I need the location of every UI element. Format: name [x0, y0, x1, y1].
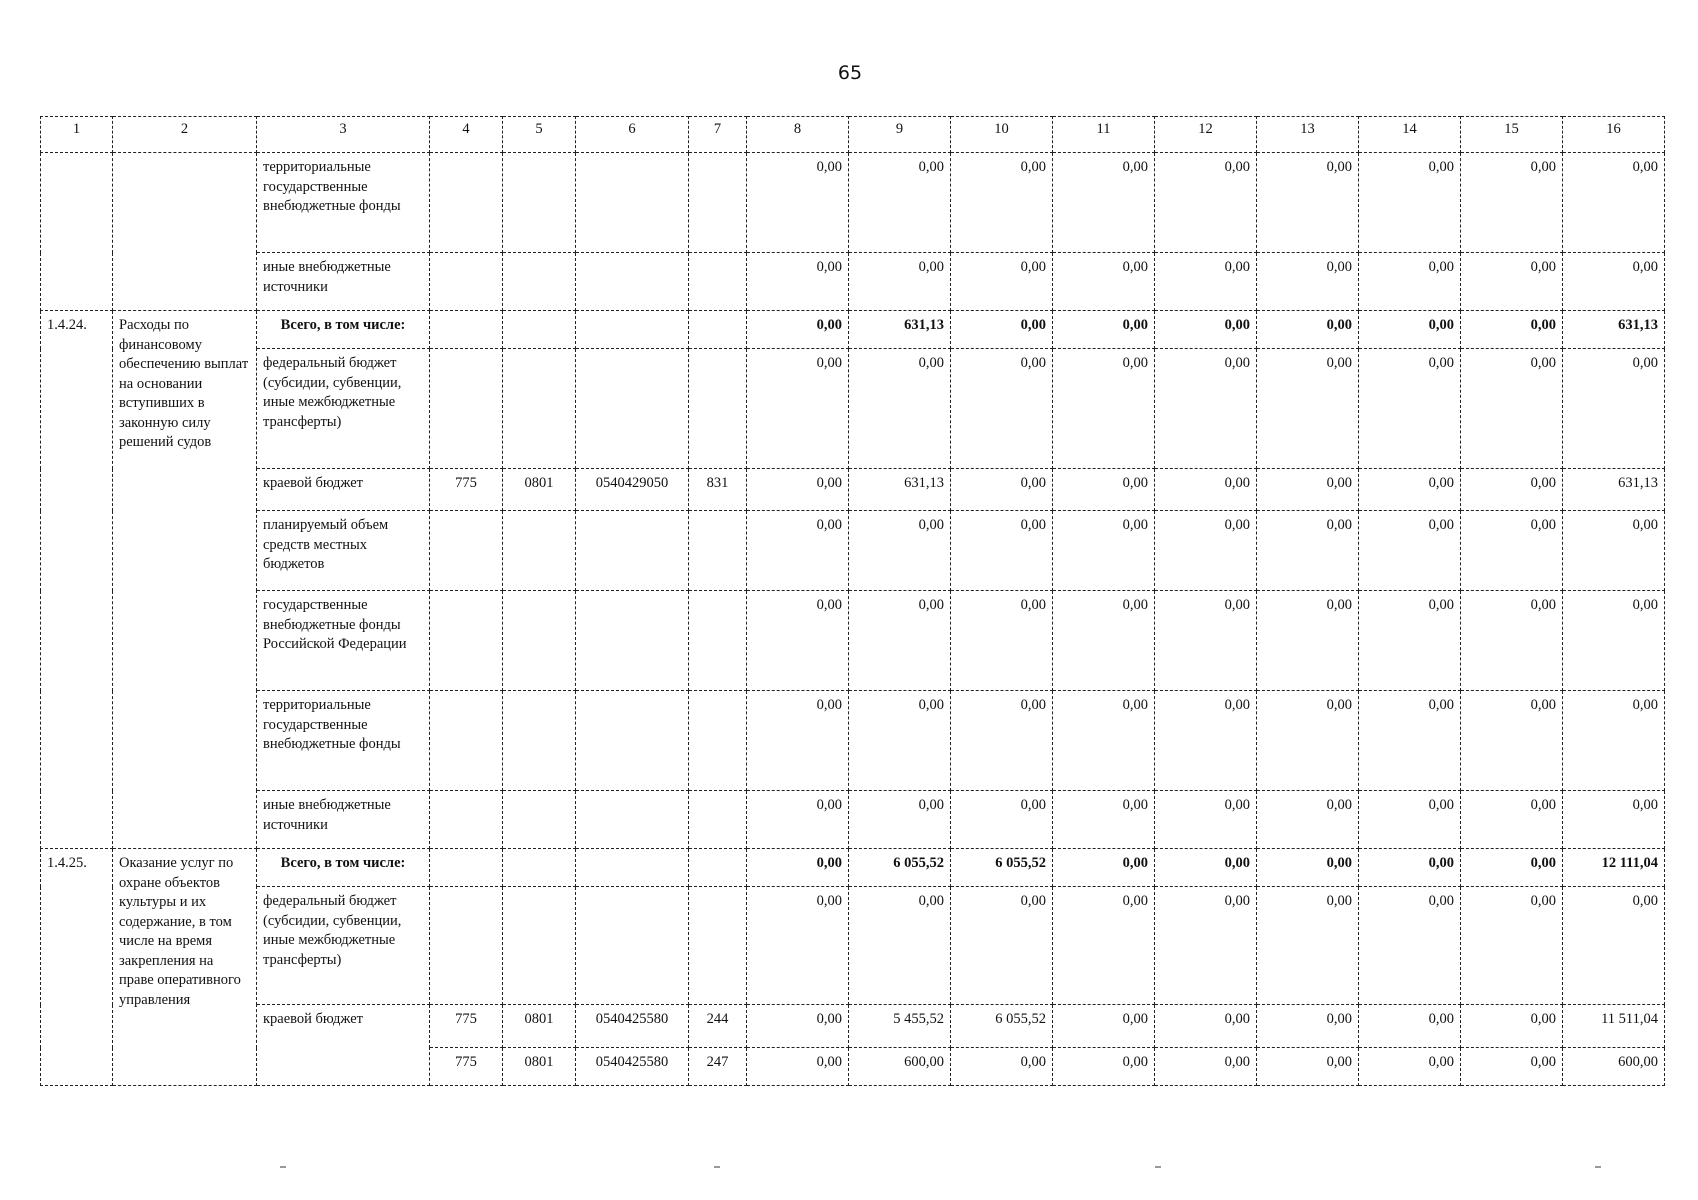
value-cell: 0,00: [747, 791, 849, 849]
column-header: 10: [951, 117, 1053, 153]
vr-cell: 244: [689, 1005, 747, 1048]
code-cell: [41, 153, 113, 311]
value-cell: 600,00: [849, 1048, 951, 1086]
page-number: 65: [837, 62, 863, 84]
kvsr-cell: [430, 591, 503, 691]
rzpr-cell: [503, 311, 576, 349]
column-header: 4: [430, 117, 503, 153]
vr-cell: [689, 691, 747, 791]
source-label: краевой бюджет: [257, 1005, 430, 1086]
value-cell: 0,00: [1155, 153, 1257, 253]
value-cell: 0,00: [1563, 691, 1665, 791]
value-cell: 0,00: [1155, 511, 1257, 591]
column-number-row: [41, 117, 1665, 153]
value-cell: 631,13: [849, 469, 951, 511]
value-cell: 0,00: [1461, 511, 1563, 591]
csr-cell: 0540429050: [576, 469, 689, 511]
value-cell: 0,00: [951, 469, 1053, 511]
kvsr-cell: [430, 691, 503, 791]
value-cell: 0,00: [747, 849, 849, 887]
kvsr-cell: [430, 887, 503, 1005]
value-cell: 0,00: [1359, 253, 1461, 311]
value-cell: 0,00: [1257, 791, 1359, 849]
value-cell: 0,00: [1053, 511, 1155, 591]
value-cell: 0,00: [1053, 153, 1155, 253]
table-row: [41, 153, 1665, 253]
scan-mark: [1155, 1166, 1161, 1168]
item-name: Оказание услуг по охране объектов культуры и их содержание, в том числе на время закрепления на праве оперативного управления: [113, 849, 257, 1086]
source-label: территориальные государственные внебюджетные фонды: [257, 691, 430, 791]
value-cell: 6 055,52: [951, 1005, 1053, 1048]
value-cell: 0,00: [1461, 253, 1563, 311]
value-cell: 0,00: [747, 253, 849, 311]
csr-cell: [576, 591, 689, 691]
csr-cell: [576, 153, 689, 253]
rzpr-cell: [503, 591, 576, 691]
value-cell: 0,00: [1359, 1048, 1461, 1086]
value-cell: 0,00: [1053, 349, 1155, 469]
column-header: 14: [1359, 117, 1461, 153]
column-header: 16: [1563, 117, 1665, 153]
kvsr-cell: [430, 849, 503, 887]
value-cell: 0,00: [1257, 591, 1359, 691]
value-cell: 0,00: [1359, 511, 1461, 591]
value-cell: 0,00: [1461, 591, 1563, 691]
value-cell: 0,00: [1257, 511, 1359, 591]
value-cell: 0,00: [1257, 887, 1359, 1005]
column-header: 9: [849, 117, 951, 153]
value-cell: 0,00: [951, 691, 1053, 791]
column-header: 3: [257, 117, 430, 153]
rzpr-cell: [503, 349, 576, 469]
value-cell: 0,00: [1257, 253, 1359, 311]
table-row: [41, 349, 1665, 469]
value-cell: 0,00: [1563, 791, 1665, 849]
scan-mark: [280, 1166, 286, 1168]
column-header: 7: [689, 117, 747, 153]
value-cell: 0,00: [1257, 153, 1359, 253]
value-cell: 0,00: [1053, 1048, 1155, 1086]
kvsr-cell: 775: [430, 1005, 503, 1048]
value-cell: 0,00: [951, 791, 1053, 849]
vr-cell: [689, 511, 747, 591]
value-cell: 5 455,52: [849, 1005, 951, 1048]
value-cell: 0,00: [1461, 311, 1563, 349]
table-row: [41, 691, 1665, 791]
value-cell: 0,00: [1461, 887, 1563, 1005]
value-cell: 0,00: [1155, 887, 1257, 1005]
rzpr-cell: 0801: [503, 1005, 576, 1048]
csr-cell: [576, 311, 689, 349]
table-row: [41, 1005, 1665, 1048]
vr-cell: [689, 591, 747, 691]
rzpr-cell: [503, 153, 576, 253]
kvsr-cell: [430, 349, 503, 469]
value-cell: 0,00: [1563, 887, 1665, 1005]
value-cell: 0,00: [1155, 469, 1257, 511]
value-cell: 0,00: [1257, 849, 1359, 887]
vr-cell: [689, 153, 747, 253]
value-cell: 6 055,52: [951, 849, 1053, 887]
vr-cell: [689, 849, 747, 887]
table-row: [41, 791, 1665, 849]
kvsr-cell: [430, 791, 503, 849]
source-label: государственные внебюджетные фонды Российской Федерации: [257, 591, 430, 691]
value-cell: 0,00: [747, 887, 849, 1005]
column-header: 12: [1155, 117, 1257, 153]
value-cell: 0,00: [1053, 253, 1155, 311]
value-cell: 0,00: [849, 887, 951, 1005]
table-row: [41, 311, 1665, 349]
rzpr-cell: [503, 511, 576, 591]
csr-cell: [576, 511, 689, 591]
value-cell: 0,00: [951, 349, 1053, 469]
source-label: федеральный бюджет (субсидии, субвенции, иные межбюджетные трансферты): [257, 349, 430, 469]
value-cell: 0,00: [747, 469, 849, 511]
value-cell: 0,00: [1461, 791, 1563, 849]
csr-cell: [576, 887, 689, 1005]
value-cell: 0,00: [1053, 691, 1155, 791]
column-header: 15: [1461, 117, 1563, 153]
column-header: 11: [1053, 117, 1155, 153]
vr-cell: [689, 887, 747, 1005]
vr-cell: [689, 253, 747, 311]
value-cell: 0,00: [1461, 1005, 1563, 1048]
value-cell: 0,00: [1359, 691, 1461, 791]
vr-cell: 247: [689, 1048, 747, 1086]
value-cell: 0,00: [747, 349, 849, 469]
value-cell: 0,00: [1359, 791, 1461, 849]
rzpr-cell: 0801: [503, 1048, 576, 1086]
scan-mark: [714, 1166, 720, 1168]
value-cell: 6 055,52: [849, 849, 951, 887]
source-label: федеральный бюджет (субсидии, субвенции, иные межбюджетные трансферты): [257, 887, 430, 1005]
table-row: [41, 469, 1665, 511]
value-cell: 631,13: [1563, 311, 1665, 349]
value-cell: 0,00: [747, 153, 849, 253]
value-cell: 631,13: [849, 311, 951, 349]
value-cell: 0,00: [1563, 253, 1665, 311]
value-cell: 0,00: [1359, 469, 1461, 511]
value-cell: 0,00: [849, 691, 951, 791]
column-header: 5: [503, 117, 576, 153]
value-cell: 0,00: [1563, 349, 1665, 469]
rzpr-cell: [503, 253, 576, 311]
column-header: 6: [576, 117, 689, 153]
vr-cell: [689, 791, 747, 849]
value-cell: 0,00: [1359, 1005, 1461, 1048]
value-cell: 12 111,04: [1563, 849, 1665, 887]
value-cell: 0,00: [747, 591, 849, 691]
value-cell: 0,00: [1155, 311, 1257, 349]
vr-cell: [689, 349, 747, 469]
kvsr-cell: [430, 253, 503, 311]
value-cell: 0,00: [1359, 153, 1461, 253]
value-cell: 631,13: [1563, 469, 1665, 511]
source-label: иные внебюджетные источники: [257, 791, 430, 849]
value-cell: 0,00: [951, 511, 1053, 591]
value-cell: 0,00: [1461, 349, 1563, 469]
value-cell: 0,00: [1461, 849, 1563, 887]
value-cell: 0,00: [951, 311, 1053, 349]
rzpr-cell: [503, 691, 576, 791]
value-cell: 0,00: [1257, 311, 1359, 349]
value-cell: 0,00: [1257, 1005, 1359, 1048]
table-row: [41, 849, 1665, 887]
value-cell: 0,00: [951, 253, 1053, 311]
value-cell: 0,00: [1053, 849, 1155, 887]
value-cell: 0,00: [1563, 153, 1665, 253]
rzpr-cell: [503, 887, 576, 1005]
csr-cell: [576, 849, 689, 887]
value-cell: 0,00: [1053, 791, 1155, 849]
value-cell: 0,00: [1461, 1048, 1563, 1086]
total-label: Всего, в том числе:: [257, 849, 430, 887]
column-header: 1: [41, 117, 113, 153]
table-row: [41, 887, 1665, 1005]
value-cell: 0,00: [951, 591, 1053, 691]
column-header: 13: [1257, 117, 1359, 153]
vr-cell: [689, 311, 747, 349]
value-cell: 0,00: [1053, 469, 1155, 511]
value-cell: 600,00: [1563, 1048, 1665, 1086]
kvsr-cell: [430, 511, 503, 591]
item-name: Расходы по финансовому обеспечению выплат на основании вступивших в законную силу решений судов: [113, 311, 257, 849]
value-cell: 0,00: [849, 591, 951, 691]
column-header: 8: [747, 117, 849, 153]
value-cell: 0,00: [1359, 591, 1461, 691]
value-cell: 0,00: [747, 691, 849, 791]
value-cell: 0,00: [849, 253, 951, 311]
value-cell: 0,00: [747, 511, 849, 591]
value-cell: 0,00: [1461, 691, 1563, 791]
value-cell: 0,00: [1359, 349, 1461, 469]
value-cell: 0,00: [1053, 591, 1155, 691]
source-label: планируемый объем средств местных бюджетов: [257, 511, 430, 591]
value-cell: 0,00: [951, 1048, 1053, 1086]
value-cell: 0,00: [1053, 1005, 1155, 1048]
value-cell: 0,00: [1359, 887, 1461, 1005]
csr-cell: [576, 691, 689, 791]
value-cell: 0,00: [1257, 691, 1359, 791]
kvsr-cell: [430, 311, 503, 349]
value-cell: 0,00: [1155, 349, 1257, 469]
csr-cell: [576, 349, 689, 469]
value-cell: 0,00: [1155, 1048, 1257, 1086]
budget-table: [40, 116, 1665, 1086]
rzpr-cell: [503, 791, 576, 849]
kvsr-cell: 775: [430, 469, 503, 511]
vr-cell: 831: [689, 469, 747, 511]
value-cell: 0,00: [1155, 791, 1257, 849]
value-cell: 0,00: [849, 511, 951, 591]
table-row: [41, 253, 1665, 311]
csr-cell: [576, 253, 689, 311]
rzpr-cell: 0801: [503, 469, 576, 511]
value-cell: 0,00: [747, 1005, 849, 1048]
column-header: 2: [113, 117, 257, 153]
value-cell: 0,00: [849, 791, 951, 849]
name-cell: [113, 153, 257, 311]
value-cell: 0,00: [1053, 887, 1155, 1005]
value-cell: 0,00: [849, 349, 951, 469]
value-cell: 0,00: [1359, 849, 1461, 887]
value-cell: 0,00: [1563, 511, 1665, 591]
value-cell: 0,00: [747, 1048, 849, 1086]
value-cell: 11 511,04: [1563, 1005, 1665, 1048]
value-cell: 0,00: [747, 311, 849, 349]
value-cell: 0,00: [1563, 591, 1665, 691]
source-label: территориальные государственные внебюджетные фонды: [257, 153, 430, 253]
value-cell: 0,00: [849, 153, 951, 253]
value-cell: 0,00: [1155, 691, 1257, 791]
value-cell: 0,00: [1461, 153, 1563, 253]
value-cell: 0,00: [1155, 849, 1257, 887]
table-row: [41, 591, 1665, 691]
item-code: 1.4.24.: [41, 311, 113, 849]
value-cell: 0,00: [1155, 591, 1257, 691]
kvsr-cell: [430, 153, 503, 253]
rzpr-cell: [503, 849, 576, 887]
value-cell: 0,00: [1155, 253, 1257, 311]
scan-mark: [1595, 1166, 1601, 1168]
csr-cell: [576, 791, 689, 849]
source-label: иные внебюджетные источники: [257, 253, 430, 311]
item-code: 1.4.25.: [41, 849, 113, 1086]
table-row: [41, 511, 1665, 591]
value-cell: 0,00: [951, 887, 1053, 1005]
value-cell: 0,00: [1053, 311, 1155, 349]
value-cell: 0,00: [1257, 469, 1359, 511]
source-label: краевой бюджет: [257, 469, 430, 511]
value-cell: 0,00: [951, 153, 1053, 253]
csr-cell: 0540425580: [576, 1005, 689, 1048]
value-cell: 0,00: [1257, 349, 1359, 469]
value-cell: 0,00: [1257, 1048, 1359, 1086]
total-label: Всего, в том числе:: [257, 311, 430, 349]
kvsr-cell: 775: [430, 1048, 503, 1086]
csr-cell: 0540425580: [576, 1048, 689, 1086]
value-cell: 0,00: [1359, 311, 1461, 349]
value-cell: 0,00: [1461, 469, 1563, 511]
value-cell: 0,00: [1155, 1005, 1257, 1048]
